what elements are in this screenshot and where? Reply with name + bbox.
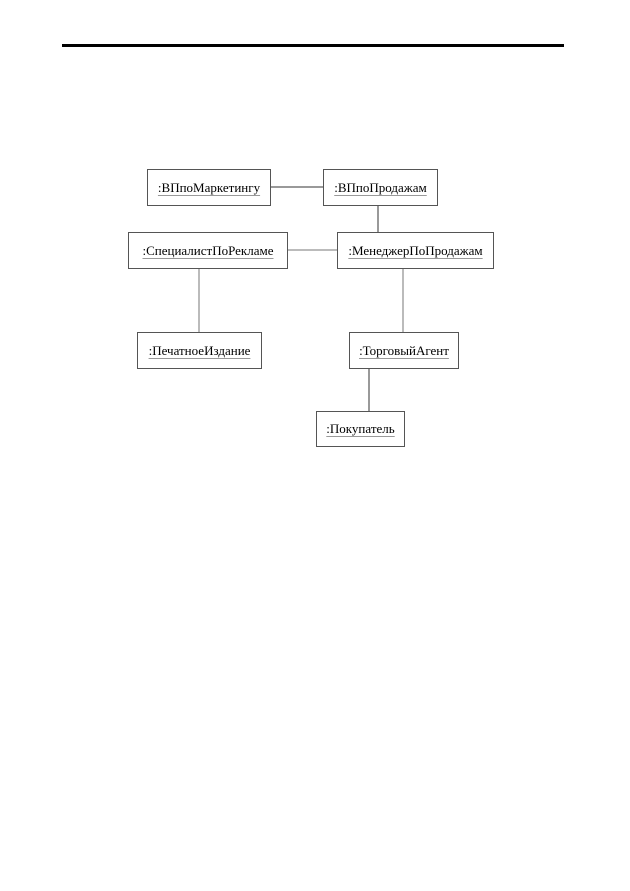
object-vp-sales	[323, 169, 438, 206]
object-sales-agent	[349, 332, 459, 369]
object-label: :ПечатноеИздание	[148, 342, 251, 358]
object-ad-specialist	[128, 232, 288, 269]
object-label: :Покупатель	[326, 421, 395, 436]
object-vp-marketing	[147, 169, 271, 206]
object-label: :ВПпоПродажам	[334, 179, 427, 195]
object-label: :СпециалистПоРекламе	[142, 242, 274, 258]
object-customer	[316, 411, 405, 447]
object-print-publication	[137, 332, 262, 369]
object-label: :ТорговыйАгент	[359, 342, 449, 358]
object-sales-manager	[337, 232, 494, 269]
object-label: :ВПпоМаркетингу	[157, 179, 261, 195]
object-label: :МенеджерПоПродажам	[348, 242, 483, 258]
